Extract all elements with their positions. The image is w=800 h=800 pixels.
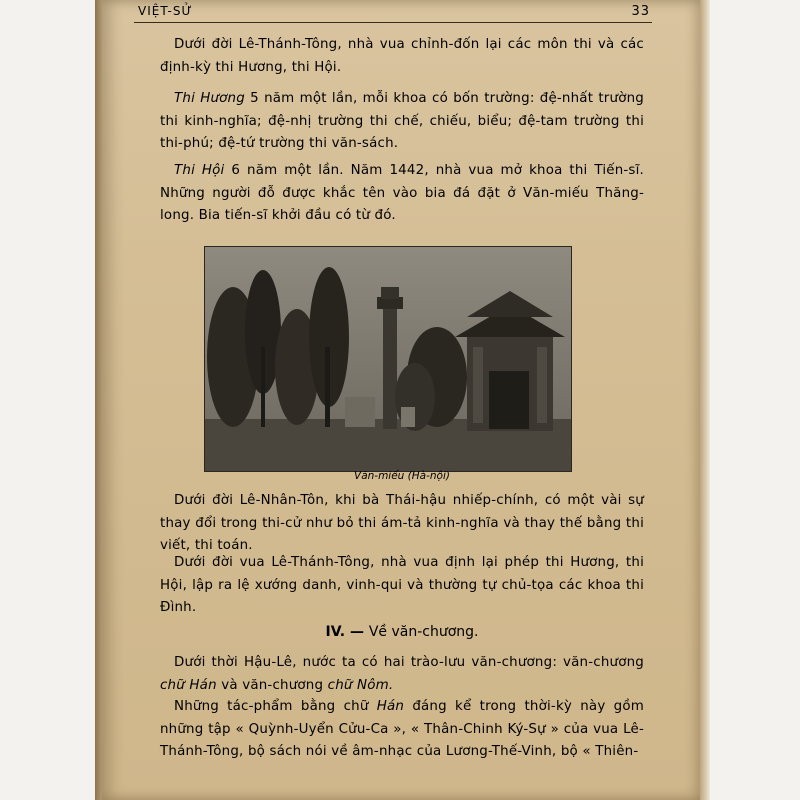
paragraph-5-text: Dưới đời vua Lê-Thánh-Tông, nhà vua định lại phép thi Hương, thi Hội, lập ra lệ xướng danh, vinh-qui và thường tự chủ-tọa các khoa thi Đình. <box>160 555 644 615</box>
paragraph-3-text: 6 năm một lần. Năm 1442, nhà vua mở khoa thi Tiến-sĩ. Những người đỗ được khắc tên vào bia đá đặt ở Văn-miếu Thăng-long. Bia tiến-sĩ khởi đầu có từ đó. <box>160 163 644 223</box>
van-mieu-photo <box>204 246 572 472</box>
running-title: VIỆT-SỬ <box>138 4 193 18</box>
paragraph-2 <box>160 88 644 156</box>
paragraph-6-text-a: Dưới thời Hậu-Lê, nước ta có hai trào-lưu văn-chương: văn-chương <box>174 655 644 670</box>
thi-hoi-label: Thi Hội <box>174 163 225 178</box>
paragraph-4-text: Dưới đời Lê-Nhân-Tôn, khi bà Thái-hậu nhiếp-chính, có một vài sự thay đổi trong thi-cử như bỏ thi ám-tả kinh-nghĩa và thay thế bằng thi viết, thi toán. <box>160 493 644 553</box>
paragraph-1-text: Dưới đời Lê-Thánh-Tông, nhà vua chỉnh-đốn lại các môn thi và các định-kỳ thi Hương, thi Hội. <box>160 37 644 75</box>
paragraph-7 <box>160 696 644 764</box>
van-mieu-illustration <box>205 247 571 471</box>
section-number: IV. — <box>325 624 364 640</box>
paragraph-7-text-c: đáng kể trong thời-kỳ này gồm những tập « Quỳnh-Uyển Cửu-Ca », « Thân-Chinh Ký-Sự » của vua Lê-Thánh-Tông, bộ sách nói về âm-nhạc của Lương-Thế-Vinh, bộ « Thiên- <box>160 699 644 759</box>
paragraph-3 <box>160 160 644 228</box>
paragraph-7-text-a: Những tác-phẩm bằng chữ <box>174 699 377 714</box>
page-number: 33 <box>631 4 650 19</box>
running-header <box>134 2 652 23</box>
page-edge <box>700 0 710 800</box>
thi-huong-label: Thi Hương <box>174 91 245 106</box>
figure-caption: Văn-miếu (Hà-nội) <box>354 470 450 482</box>
chu-han-term: chữ Hán <box>160 677 217 693</box>
chu-nom-term: chữ Nôm. <box>327 677 394 693</box>
paragraph-4 <box>160 490 644 558</box>
paragraph-6 <box>160 652 644 697</box>
section-title: Về văn-chương. <box>368 624 479 640</box>
paragraph-5 <box>160 552 644 620</box>
paragraph-2-text: 5 năm một lần, mỗi khoa có bốn trường: đệ-nhất trường thi kinh-nghĩa; đệ-nhị trường thi chế, chiếu, biểu; đệ-tam trường thi thi-phú; đệ-tứ trường thi văn-sách. <box>160 91 644 151</box>
han-term: Hán <box>376 699 405 714</box>
paragraph-6-text-c: và văn-chương <box>216 677 328 693</box>
paragraph-1 <box>160 34 644 79</box>
section-heading <box>160 624 644 640</box>
